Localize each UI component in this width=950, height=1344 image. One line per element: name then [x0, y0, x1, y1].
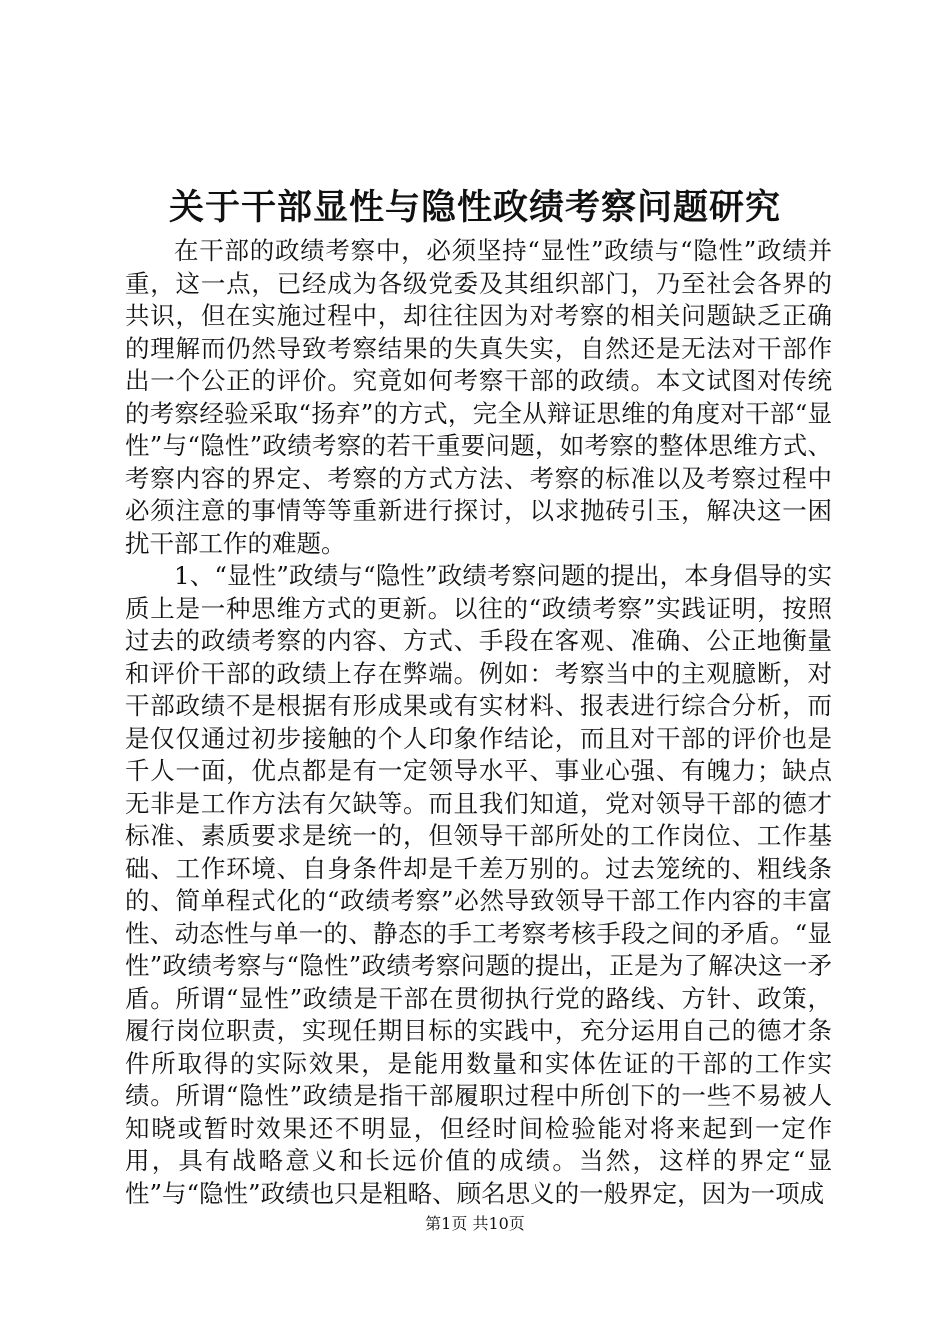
document-body	[125, 235, 832, 1210]
paragraph-section-1: 1、“显性”政绩与“隐性”政绩考察问题的提出，本身倡导的实质上是一种思维方式的更新。以往的“政绩考察”实践证明，按照过去的政绩考察的内容、方式、手段在客观、准确、公正地衡量和评价干部的政绩上存在弊端。例如：考察当中的主观臆断，对干部政绩不是根据有形成果或有实材料、报表进行综合分析，而是仅仅通过初步接触的个人印象作结论，而且对干部的评价也是千人一面，优点都是有一定领导水平、事业心强、有魄力；缺点无非是工作方法有欠缺等。而且我们知道，党对领导干部的德才标准、素质要求是统一的，但领导干部所处的工作岗位、工作基础、工作环境、自身条件却是千差万别的。过去笼统的、粗线条的、简单程式化的“政绩考察”必然导致领导干部工作内容的丰富性、动态性与单一的、静态的手工考察考核手段之间的矛盾。“显性”政绩考察与“隐性”政绩考察问题的提出，正是为了解决这一矛盾。所谓“显性”政绩是干部在贯彻执行党的路线、方针、政策，履行岗位职责，实现任期目标的实践中，充分运用自己的德才条件所取得的实际效果，是能用数量和实体佐证的干部的工作实绩。所谓“隐性”政绩是指干部履职过程中所创下的一些不易被人知晓或暂时效果还不明显，但经时间检验能对将来起到一定作用，具有战略意义和长远价值的成绩。当然，这样的界定“显性”与“隐性”政绩也只是粗略、顾名思义的一般界定，因为一项成	[125, 561, 832, 1208]
paragraph-intro: 在干部的政绩考察中，必须坚持“显性”政绩与“隐性”政绩并重，这一点，已经成为各级党委及其组织部门，乃至社会各界的共识，但在实施过程中，却往往因为对考察的相关问题缺乏正确的理解而仍然导致考察结果的失真失实，自然还是无法对干部作出一个公正的评价。究竟如何考察干部的政绩。本文试图对传统的考察经验采取“扬弃”的方式，完全从辩证思维的角度对干部“显性”与“隐性”政绩考察的若干重要问题，如考察的整体思维方式、考察内容的界定、考察的方式方法、考察的标准以及考察过程中必须注意的事情等等重新进行探讨，以求抛砖引玉，解决这一困扰干部工作的难题。	[125, 236, 832, 558]
document-title: 关于干部显性与隐性政绩考察问题研究	[168, 187, 781, 228]
page-footer: 第1页 共10页	[425, 1214, 525, 1233]
